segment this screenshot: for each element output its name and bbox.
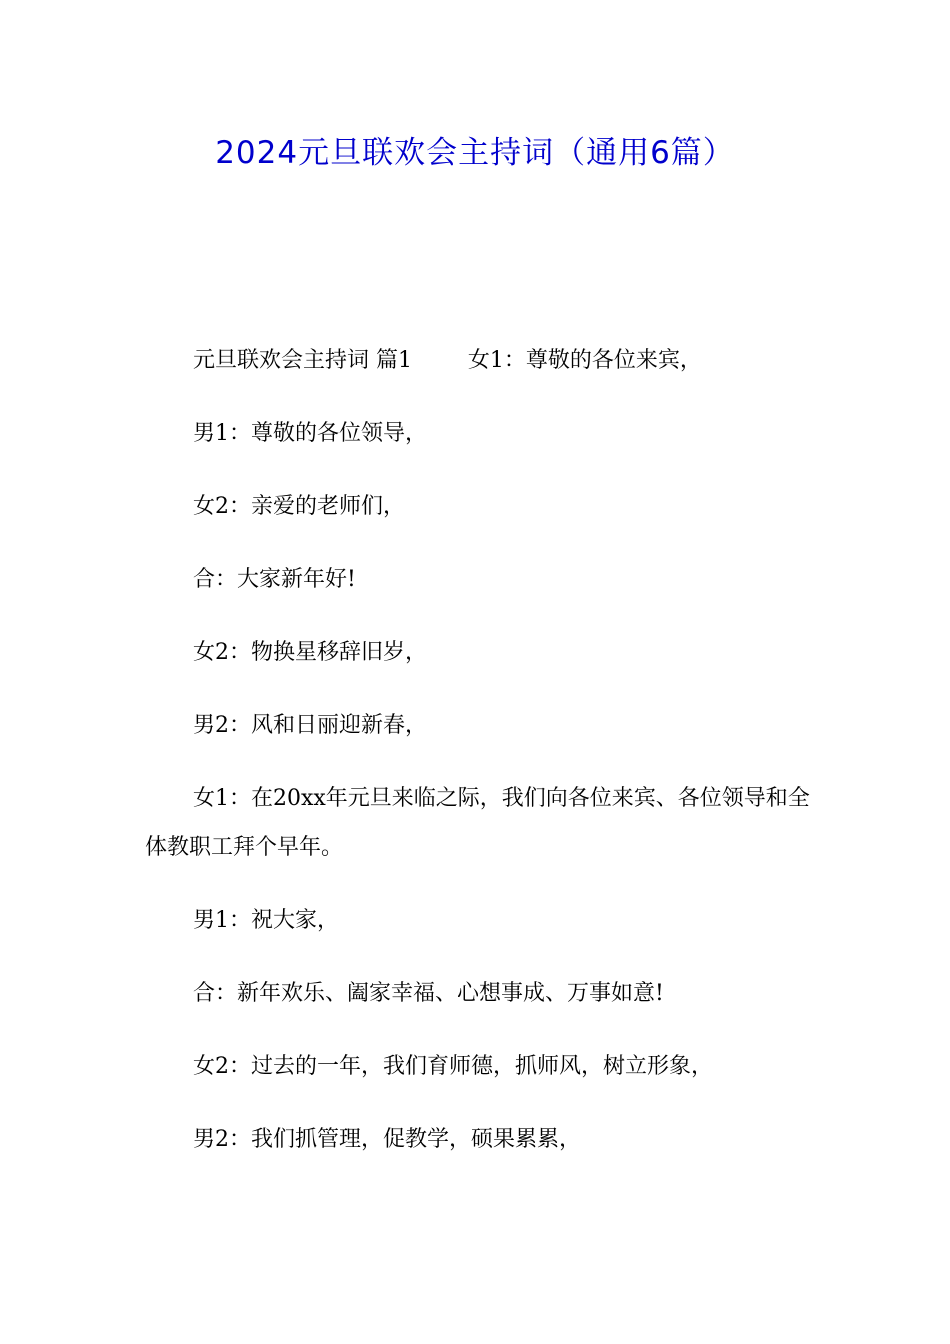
paragraph: 元旦联欢会主持词 篇1 女1：尊敬的各位来宾，: [193, 348, 702, 373]
paragraph: 女2：过去的一年，我们育师德，抓师风，树立形象，: [193, 1054, 713, 1079]
document-title: 2024元旦联欢会主持词（通用6篇）: [215, 135, 735, 171]
paragraph: 男1：尊敬的各位领导，: [193, 421, 427, 446]
paragraph: 合：新年欢乐、阖家幸福、心想事成、万事如意!: [193, 981, 664, 1006]
paragraph: 女1：在20xx年元旦来临之际，我们向各位来宾、各位领导和全体教职工拜个早年。: [145, 786, 810, 860]
paragraph: 合：大家新年好!: [193, 567, 356, 592]
paragraph: 男2：风和日丽迎新春，: [193, 713, 427, 738]
paragraph: 女2：物换星移辞旧岁，: [193, 640, 427, 665]
paragraph: 女2：亲爱的老师们，: [193, 494, 405, 519]
document-body: [145, 336, 815, 1188]
paragraph: 男1：祝大家，: [193, 908, 339, 933]
paragraph: 男2：我们抓管理，促教学，硕果累累，: [193, 1127, 581, 1152]
